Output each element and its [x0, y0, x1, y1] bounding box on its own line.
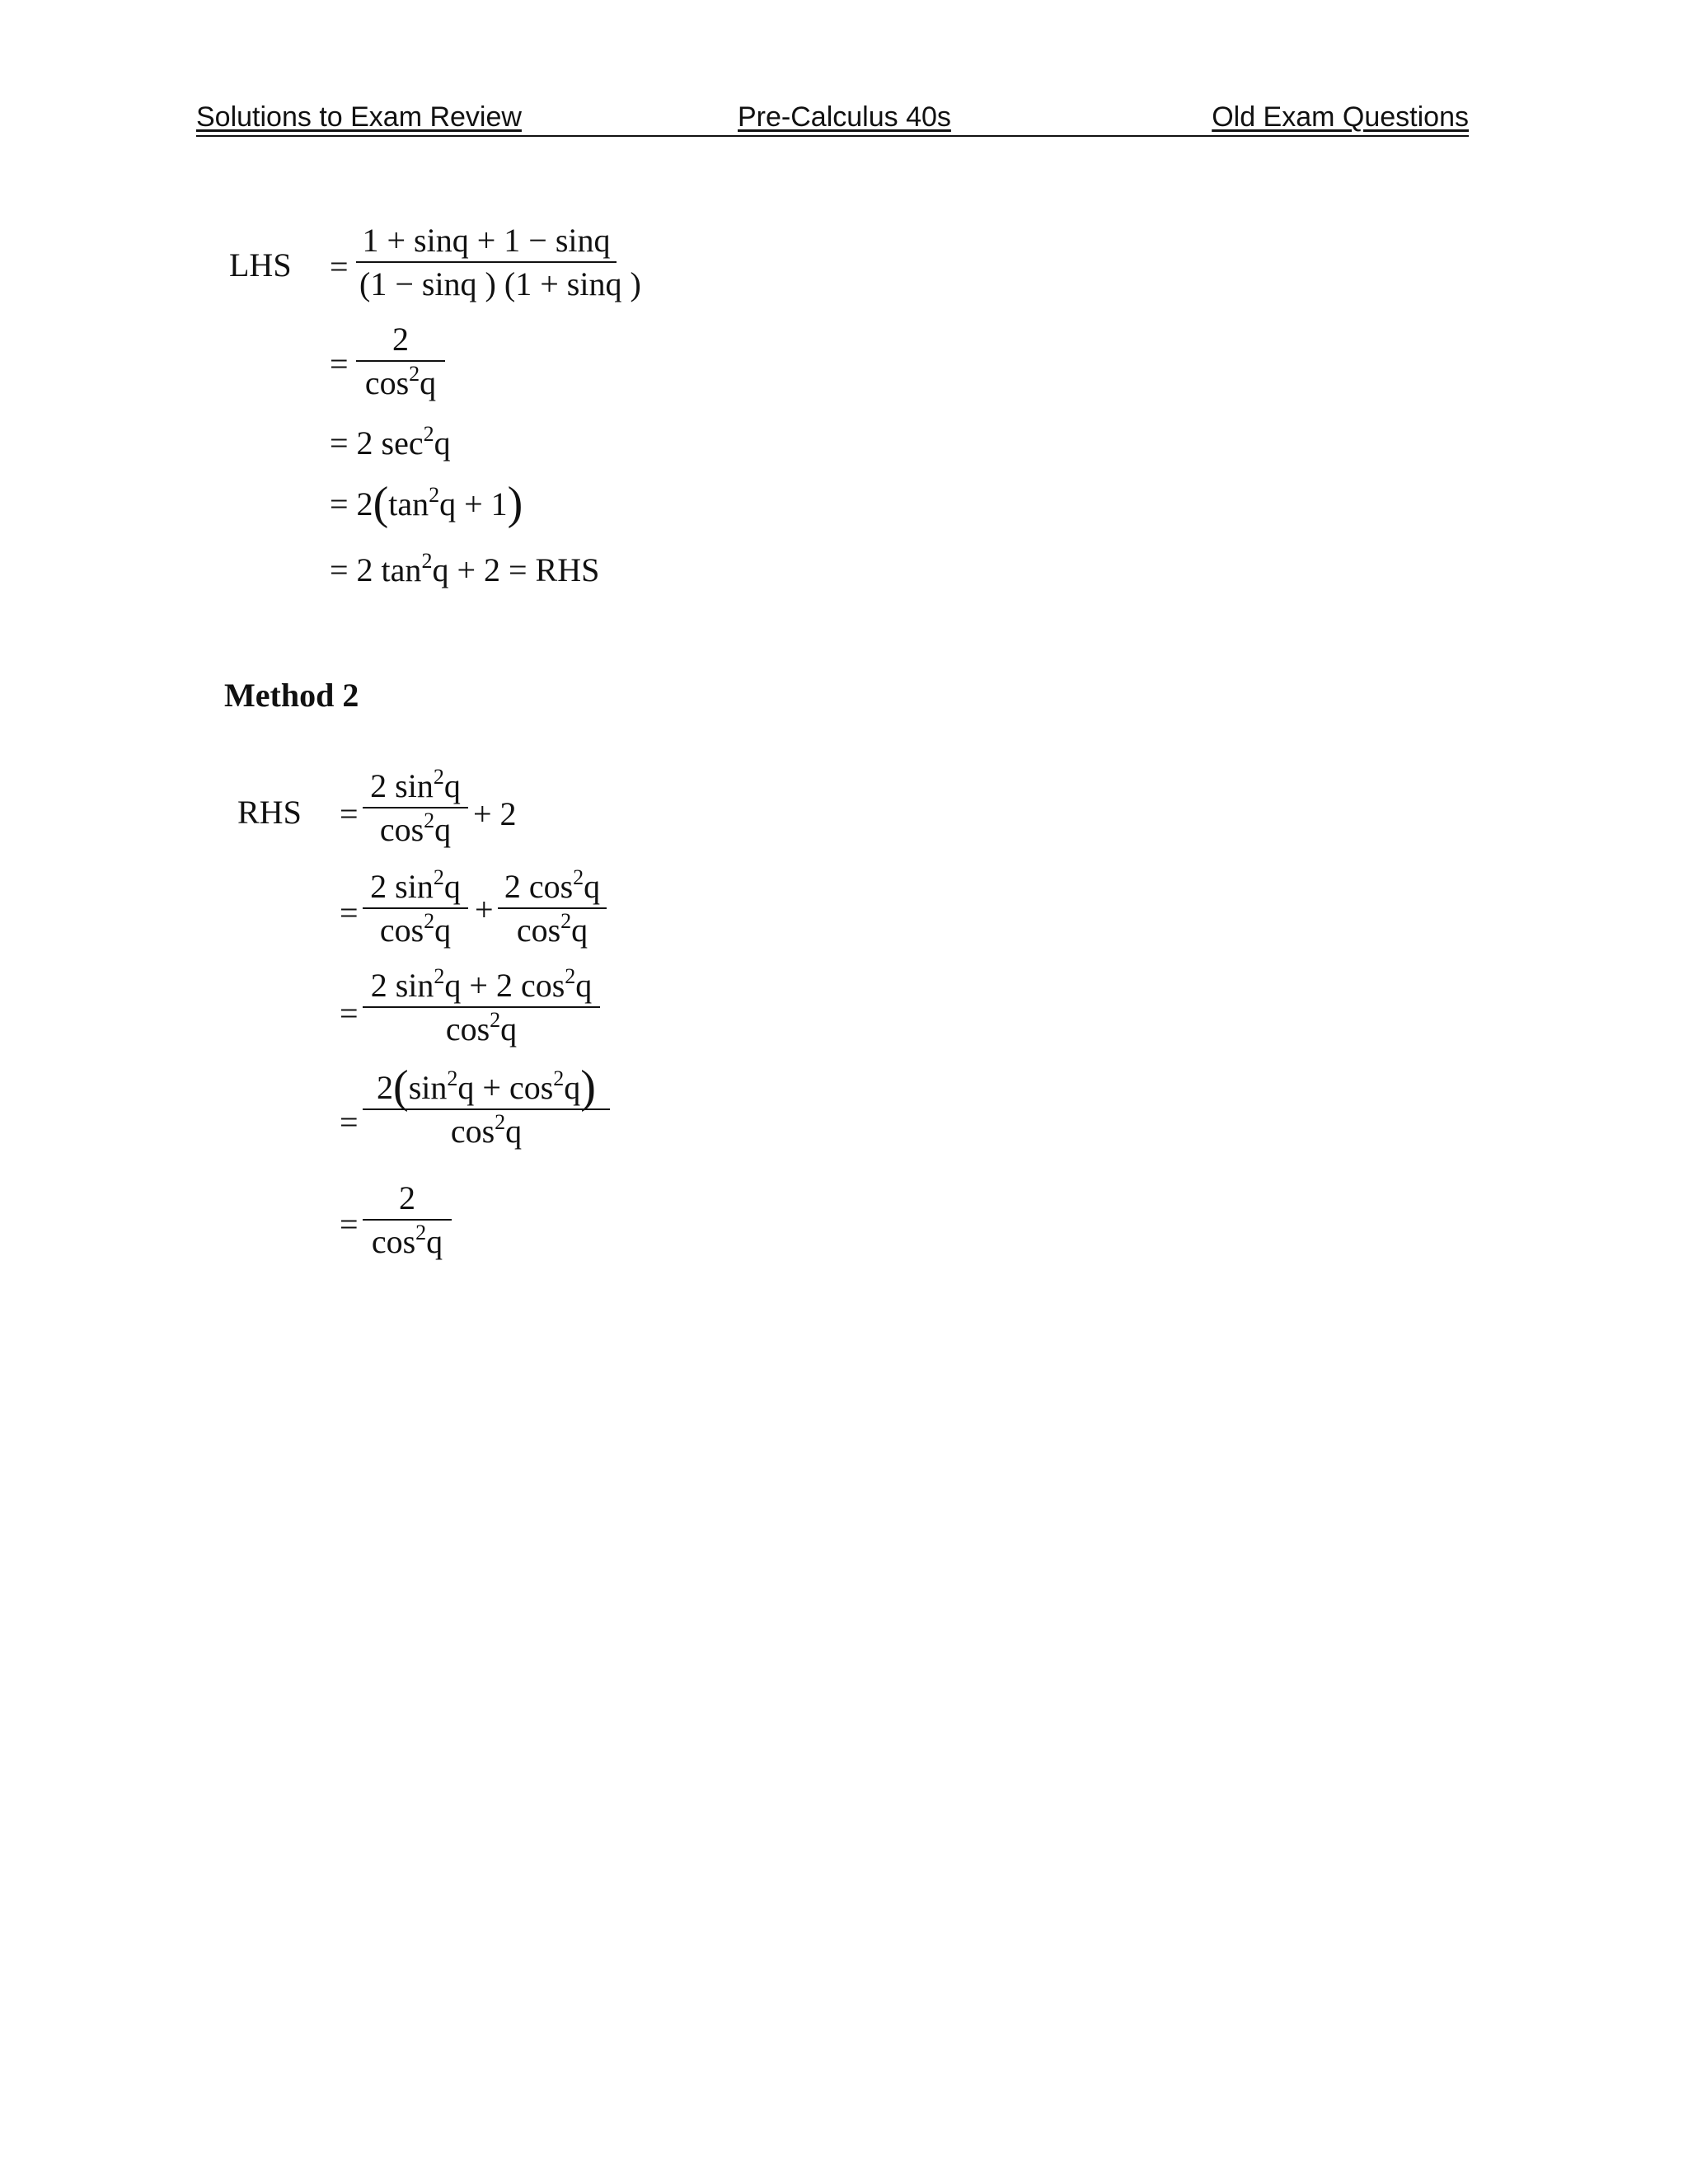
equals-sign: =: [340, 995, 359, 1032]
fraction-denominator: (1 − sinq ) (1 + sinq ): [359, 265, 641, 302]
lhs-fraction-2: [356, 320, 445, 402]
lhs-line-4: = $2(\tan^2q + 1)$: [330, 478, 523, 529]
lhs-line-3: = 2 $\sec^2q$: [330, 422, 451, 462]
lhs-fraction-1: [356, 221, 641, 303]
plus-two: + 2: [473, 795, 517, 832]
fraction-numerator: 2 $\sin^2q + 2$ $\cos^2q$: [370, 964, 593, 1004]
equals-sign: =: [340, 1206, 359, 1243]
equals-sign: =: [330, 345, 349, 382]
method-2-heading: Method 2: [224, 677, 359, 714]
header-right: Old Exam Questions: [1212, 101, 1469, 133]
plus-sign: +: [475, 891, 494, 928]
fraction-numerator: 2: [392, 321, 409, 358]
header-center: Pre-Calculus 40s: [738, 101, 951, 133]
header-left: Solutions to Exam Review: [196, 101, 522, 133]
fraction-denominator: $\cos^2q$: [450, 1110, 523, 1150]
fraction-denominator: $\cos^2q$: [364, 362, 437, 401]
fraction-denominator: $\cos^2q$: [445, 1008, 518, 1047]
fraction-numerator: 2: [399, 1179, 415, 1216]
rhs-fraction-4: [363, 1062, 610, 1151]
fraction-numerator: 2 $\sin^2q$: [370, 765, 461, 804]
fraction-denominator: $\cos^2q$: [379, 909, 452, 949]
lhs-label: LHS: [229, 246, 292, 284]
equals-sign: =: [330, 248, 349, 285]
rhs-fraction-5: [363, 1179, 452, 1261]
fraction-denominator: $\cos^2q$: [516, 909, 588, 949]
fraction-denominator: $\cos^2q$: [379, 808, 452, 848]
equals-sign: =: [340, 795, 359, 832]
equals-sign: =: [340, 1104, 359, 1141]
fraction-numerator: 2 $\sin^2q$: [370, 865, 461, 905]
rhs-label: RHS: [237, 794, 302, 831]
fraction-numerator: $2(\sin^2q + \cos^2q)$: [377, 1062, 596, 1113]
page-header: [196, 97, 1469, 137]
equals-sign: =: [340, 894, 359, 931]
fraction-denominator: $\cos^2q$: [371, 1221, 443, 1260]
lhs-line-5: = 2 $\tan^2q + 2$ = RHS: [330, 549, 600, 588]
fraction-numerator: 2 $\cos^2q$: [504, 865, 601, 905]
rhs-fraction-1: [363, 766, 468, 849]
rhs-fraction-3: [363, 966, 600, 1048]
fraction-numerator: 1 + sinq + 1 − sinq: [362, 222, 611, 259]
rhs-fraction-2a: [363, 867, 468, 949]
rhs-fraction-2b: [498, 867, 607, 949]
